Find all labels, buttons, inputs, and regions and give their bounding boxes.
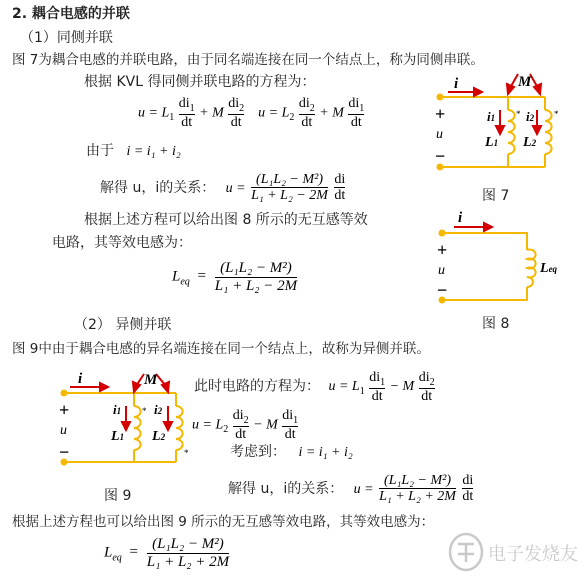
svg-text:i1: i1 <box>113 402 122 417</box>
watermark-logo <box>448 532 484 572</box>
fig7-plus: + <box>435 104 446 124</box>
fig9-coil-l2 <box>176 406 183 450</box>
svg-text:+: + <box>437 240 448 260</box>
sec1-equiv-text-2: 电路，其等效电感为： <box>52 235 192 251</box>
svg-text:Leq: Leq <box>540 261 558 276</box>
fig7-label-M: M <box>518 74 532 90</box>
section-heading: 2. 耦合电感的并联 <box>12 6 130 22</box>
sec2-eq-row-1: 此时电路的方程为： $u = L_1$ $\frac{di_1}{dt}$ − M $\frac{di_2}{dt}$ <box>194 370 435 404</box>
sec2-leq-equation: $L_{eq}$ = $\frac{\text{(L₁L₂ − M²)}}{\text{L₁ + L₂ + 2M}}$ <box>104 536 230 570</box>
watermark-text: 电子发烧友 <box>488 544 578 565</box>
sec2-eq-row-2: $u = L_2$ $\frac{di_2}{dt}$ − M $\frac{di_1}{dt}$ <box>192 408 299 442</box>
sec2-solve-row: 解得 u，i的关系： u = $\frac{\text{(L₁L₂ − M²)}}{\text{L₁ + L₂ + 2M}}$ $\frac{di}{dt}$ <box>228 473 474 505</box>
subsection-title-2: （2） 异侧并联 <box>74 317 172 333</box>
subsection-title-1: （1）同侧并联 <box>20 30 113 46</box>
sec1-solve-row: 解得 u，i的关系： u = $\frac{\text{(L₁L₂ − M²)}}{\text{L₁ + L₂ − 2M}}$ $\frac{di}{dt}$ <box>100 172 346 204</box>
svg-text:L1: L1 <box>111 429 125 444</box>
svg-text:u: u <box>438 263 445 278</box>
figure-9-caption: 图 9 <box>104 488 132 504</box>
figure-8-circuit <box>432 210 558 310</box>
svg-text:*: * <box>184 448 189 458</box>
svg-text:−: − <box>59 442 70 462</box>
fig9-coil-l1 <box>134 406 141 450</box>
svg-text:i: i <box>78 371 83 387</box>
figure-8-caption: 图 8 <box>482 316 510 332</box>
sec1-equation-1: $u = L_1$ $\frac{di_1}{dt}$ + M $\frac{di_2}{dt}$ $u = L_2$ $\frac{di_2}{dt}$ + M $\frac{di_1}{dt}$ <box>138 96 365 130</box>
fig7-label-i: i <box>454 76 459 92</box>
sec1-equiv-text-1: 根据上述方程可以给出图 8 所示的无互感等效 <box>84 212 368 228</box>
sec2-intro: 图 9中由于耦合电感的异名端连接在同一个结点上，故称为异侧并联。 <box>12 341 430 357</box>
fig7-coil-l1 <box>508 110 515 154</box>
svg-text:M: M <box>144 372 158 388</box>
svg-text:+: + <box>59 400 70 420</box>
svg-text:u: u <box>436 127 443 142</box>
svg-text:u: u <box>60 423 67 438</box>
svg-text:−: − <box>437 280 448 300</box>
figure-7-circuit <box>430 72 580 187</box>
svg-text:L2: L2 <box>152 429 166 444</box>
svg-text:L1: L1 <box>485 135 499 150</box>
sec1-sum-row: 由于 i = i₁ + i₂ <box>86 143 181 159</box>
svg-text:i2: i2 <box>154 402 163 417</box>
sec1-leq-equation: $L_{eq}$ = $\frac{\text{(L₁L₂ − M²)}}{\text{L₁ + L₂ − 2M}}$ <box>172 260 298 294</box>
fig7-terminal-top <box>437 94 444 101</box>
svg-text:i1: i1 <box>487 109 496 124</box>
svg-text:i: i <box>458 210 463 226</box>
svg-text:*: * <box>516 109 521 119</box>
sec1-intro: 图 7为耦合电感的并联电路，由于同名端连接在同一个结点上，称为同侧串联。 <box>12 52 484 68</box>
svg-text:*: * <box>142 406 147 416</box>
figure-9-circuit <box>56 370 206 480</box>
svg-text:i2: i2 <box>526 109 535 124</box>
sec2-equiv-text: 根据上述方程也可以给出图 9 所示的无互感等效电路，其等效电感为： <box>12 514 435 530</box>
sec1-kvl-text: 根据 KVL 得同侧并联电路的方程为： <box>84 74 316 90</box>
figure-7-caption: 图 7 <box>482 188 510 204</box>
sec2-consider-row: 考虑到： i = i₁ + i₂ <box>230 444 353 460</box>
fig8-coil-leq <box>527 250 536 288</box>
fig7-coil-l2 <box>545 110 552 154</box>
svg-text:L2: L2 <box>523 135 537 150</box>
svg-text:*: * <box>554 109 559 119</box>
fig7-minus: − <box>435 146 446 166</box>
